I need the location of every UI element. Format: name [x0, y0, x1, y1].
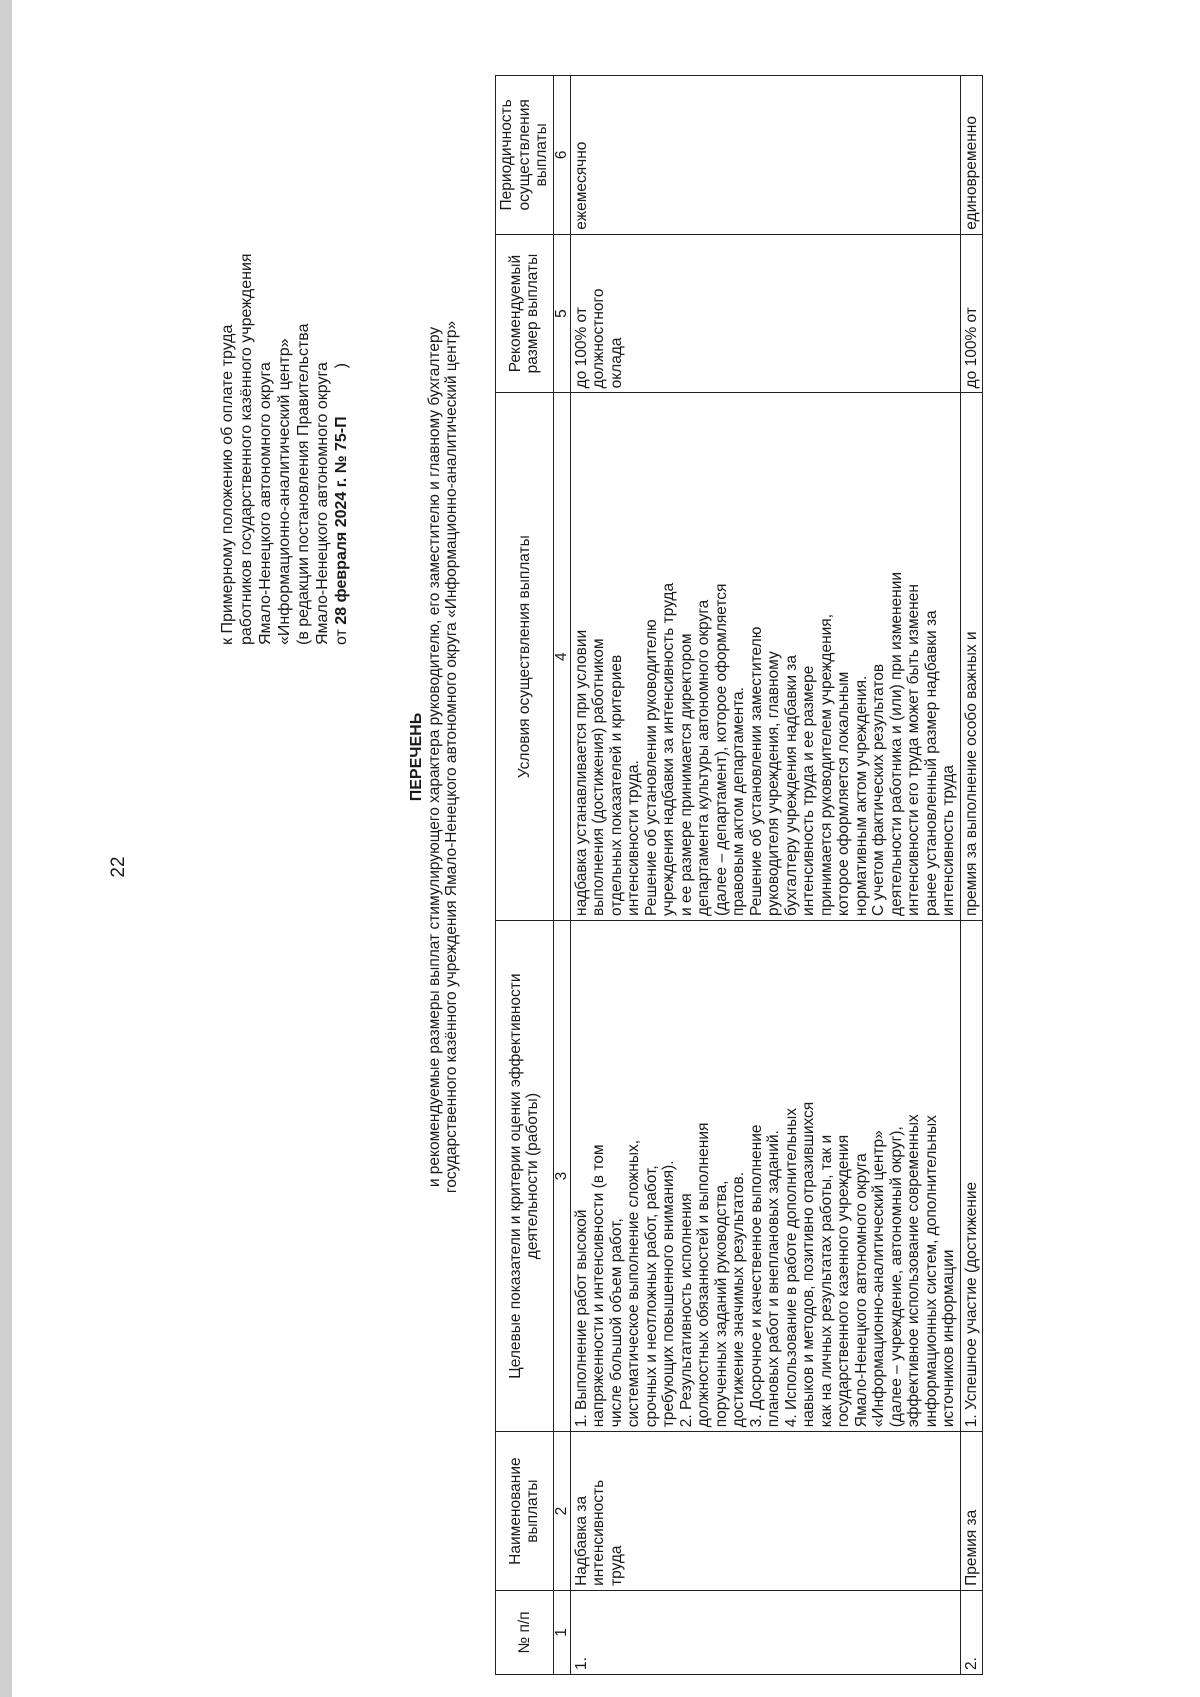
criteria-line: государственного казенного учреждения [835, 1134, 852, 1428]
document-title [408, 197, 461, 1317]
conditions-line: интенсивности труда. [625, 760, 642, 916]
payment-name-line: Премия за [962, 1509, 980, 1586]
payment-period: единовременно [960, 76, 983, 235]
payments-table [495, 75, 983, 1675]
criteria-line: требующих повышенного внимания). [660, 1160, 677, 1428]
payment-name [570, 1432, 960, 1591]
header-cell: Целевые показатели и критерии оценки эффективности деятельности (работы) [496, 920, 554, 1431]
approval-line: работников государственного казённого учреждения [238, 253, 255, 645]
conditions-line: (далее – департамент), которое оформляется [712, 583, 730, 916]
column-number: 3 [553, 920, 570, 1431]
criteria-line: Ямало-Ненецкого автономного округа [852, 1153, 870, 1428]
header-cell: Условия осуществления выплаты [496, 393, 554, 921]
payment-size-line: до 100% от [962, 307, 980, 389]
payment-size [960, 234, 983, 393]
page-number: 22 [108, 856, 129, 878]
header-cell: Рекомендуемый размер выплаты [496, 234, 554, 393]
criteria-line: систематическое выполнение сложных, [625, 1139, 642, 1428]
conditions-line: которое оформляется локальным [835, 671, 852, 916]
approval-line: (в редакции постановления Правительства [295, 323, 312, 645]
criteria-line: (далее – учреждение, автономный округ), [887, 1126, 905, 1428]
conditions-line: интенсивность труда и ее размере [800, 665, 817, 916]
conditions-line: и ее размере принимается директором [677, 633, 695, 916]
title-line: и рекомендуемые размеры выплат стимулирующего характера руководителю, его заместителю и главному бухгалтеру [425, 326, 443, 1188]
approval-line: «Информационно-аналитический центр» [276, 338, 293, 645]
title-line: государственного казённого учреждения Ямало-Ненецкого автономного округа «Информационно-аналитический центр» [443, 320, 460, 1194]
conditions-line: департамента культуры автономного округа [695, 599, 712, 916]
column-number: 6 [553, 76, 570, 235]
criteria-line: числе большой объем работ, [607, 1218, 625, 1428]
payment-name [960, 1432, 983, 1591]
criteria-line: 4. Использование в работе дополнительных [782, 1107, 800, 1428]
conditions-cell [570, 393, 960, 921]
column-number: 2 [553, 1432, 570, 1591]
row-number: 2. [960, 1590, 983, 1674]
table-row [570, 76, 960, 1675]
conditions-line: С учетом фактических результатов [870, 663, 887, 916]
conditions-line: ранее установленный размер надбавки за [922, 610, 940, 916]
approval-block [218, 245, 351, 645]
criteria-line: 1. Выполнение работ высокой [572, 1209, 590, 1428]
approval-line: к Примерному положению об оплате труда [219, 324, 236, 645]
criteria-line: достижение значимых результатов. [730, 1171, 747, 1428]
header-cell: Периодичность осуществления выплаты [496, 76, 554, 235]
approval-closing-paren: ) [333, 363, 350, 369]
payment-size [570, 234, 960, 393]
conditions-line: правовым актом департамента. [730, 687, 747, 916]
column-number-row [553, 76, 570, 1675]
approval-date: 28 февраля 2024 г. № 75-П [333, 416, 350, 625]
payment-name-line: интенсивность [590, 1479, 607, 1586]
conditions-line: отдельных показателей и критериев [607, 654, 625, 916]
criteria-line: 2. Результативность исполнения [677, 1193, 695, 1428]
payment-period: ежемесячно [570, 76, 960, 235]
criteria-line: 1. Успешное участие (достижение [962, 1181, 980, 1428]
table-row [960, 76, 983, 1675]
criteria-line: «Информационно-аналитический центр» [870, 1130, 887, 1428]
criteria-line: информационных систем, дополнительных [922, 1115, 940, 1428]
approval-line: Ямало-Ненецкого автономного округа [314, 362, 331, 645]
conditions-line: Решение об установлении руководителю [642, 619, 660, 916]
conditions-line: премия за выполнение особо важных и [962, 631, 980, 916]
conditions-cell [960, 393, 983, 921]
conditions-line: принимается руководителем учреждения, [817, 613, 835, 916]
approval-date-line [332, 245, 351, 645]
criteria-cell [570, 920, 960, 1431]
criteria-line: срочных и неотложных работ, работ, [642, 1165, 660, 1428]
conditions-line: деятельности работника и (или) при изменении [887, 571, 905, 916]
conditions-line: интенсивности его труда может быть изменен [905, 584, 922, 916]
criteria-line: источников информации [940, 1249, 957, 1428]
column-number: 1 [553, 1590, 570, 1674]
header-row [496, 76, 554, 1675]
criteria-line: как на личных результатах работы, так и [817, 1134, 835, 1428]
criteria-line: должностных обязанностей и выполнения [695, 1122, 712, 1428]
payment-size-line: должностного [590, 288, 607, 389]
criteria-cell [960, 920, 983, 1431]
approval-line: Ямало-Ненецкого автономного округа [257, 362, 274, 645]
criteria-line: напряженности и интенсивности (в том [590, 1144, 607, 1428]
row-number: 1. [570, 1590, 960, 1674]
conditions-line: выполнения (достижения) работником [590, 638, 607, 916]
column-number: 5 [553, 234, 570, 393]
header-cell: № п/п [496, 1590, 554, 1674]
criteria-line: эффективное использование современных [905, 1114, 922, 1428]
payment-size-line: до 100% от [572, 307, 590, 389]
conditions-line: Решение об установлении заместителю [747, 626, 765, 916]
header-cell: Наименование выплаты [496, 1432, 554, 1591]
criteria-line: плановых работ и внеплановых заданий. [765, 1130, 782, 1428]
column-number: 4 [553, 393, 570, 921]
conditions-line: нормативным актом учреждения. [852, 675, 870, 916]
title-main: ПЕРЕЧЕНЬ [408, 712, 425, 802]
approval-date-prefix: от [333, 624, 350, 645]
payment-name-line: Надбавка за [572, 1495, 590, 1586]
conditions-line: интенсивность труда [940, 765, 957, 916]
criteria-line: порученных заданий руководства, [712, 1180, 730, 1428]
conditions-line: руководителя учреждения, главному [765, 651, 782, 916]
criteria-line: 3. Досрочное и качественное выполнение [747, 1124, 765, 1428]
conditions-line: учреждения надбавки за интенсивность труда [660, 582, 677, 916]
payment-size-line: оклада [607, 337, 625, 389]
payment-name-line: труда [607, 1545, 625, 1586]
criteria-line: навыков и методов, позитивно отразившихся [800, 1101, 817, 1428]
conditions-line: бухгалтеру учреждения надбавки за [782, 654, 800, 916]
conditions-line: надбавка устанавливается при условии [572, 629, 590, 916]
